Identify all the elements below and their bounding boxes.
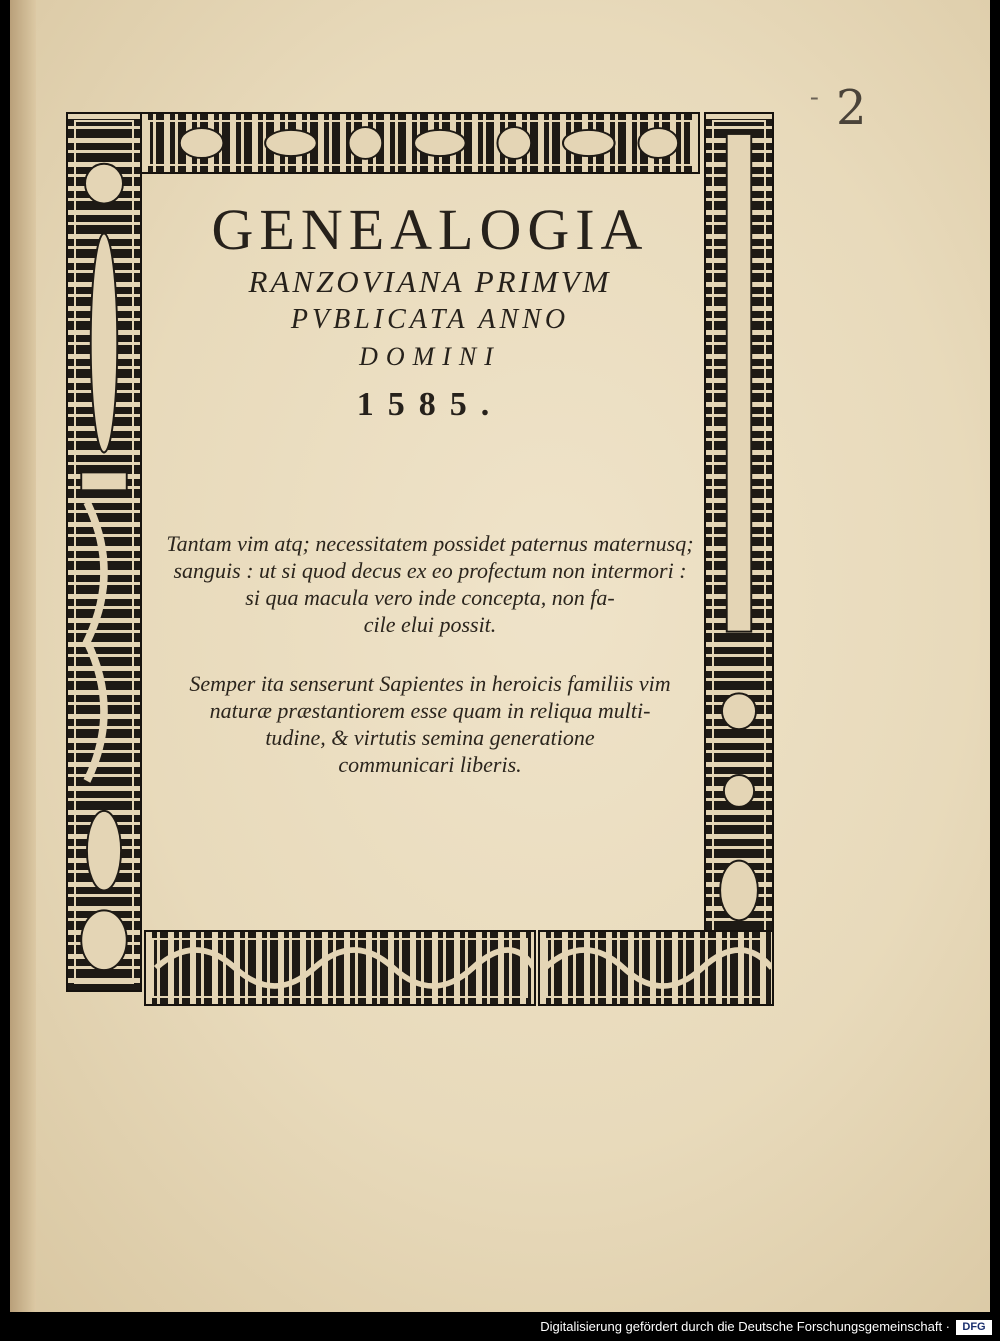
- title-line-2: RANZOVIANA PRIMVM: [248, 264, 612, 299]
- title-line-4: DOMINI: [359, 342, 501, 371]
- page-number-mark: -: [810, 82, 819, 111]
- border-top-ornament: [140, 112, 700, 174]
- border-left-ornament: [66, 112, 142, 992]
- title-line-3: PVBLICATA ANNO: [290, 304, 570, 335]
- book-spine: [10, 0, 36, 1312]
- title-year: 1585.: [356, 386, 504, 423]
- border-bottom-ornament-left: [144, 930, 536, 1006]
- border-bottom-ornament-right: [538, 930, 774, 1006]
- border-right-ornament: [704, 112, 774, 992]
- paragraph-line: sanguis : ut si quod decus ex eo profectum non intermori :: [173, 558, 687, 583]
- book-page: [10, 0, 990, 1312]
- title-line-1: GENEALOGIA: [211, 197, 649, 262]
- epigraph-paragraph-2: [150, 670, 710, 778]
- paragraph-line: tudine, & virtutis semina generatione: [265, 725, 595, 750]
- paragraph-line: si qua macula vero inde concepta, non fa-: [245, 585, 615, 610]
- paragraph-line: cile elui possit.: [363, 612, 497, 637]
- dfg-logo: DFG: [956, 1320, 992, 1335]
- epigraph-paragraph-1: [150, 530, 710, 638]
- funding-notice: Digitalisierung gefördert durch die Deutsche Forschungsgemeinschaft ·: [540, 1319, 950, 1334]
- paragraph-line: Semper ita senserunt Sapientes in heroicis familiis vim: [189, 671, 671, 696]
- paragraph-line: Tantam vim atq; necessitatem possidet paternus maternusq;: [166, 531, 694, 556]
- paragraph-line: naturæ præstantiorem esse quam in reliqua multi-: [209, 698, 651, 723]
- page-number: 2: [836, 80, 867, 136]
- paragraph-line: communicari liberis.: [338, 752, 522, 777]
- footer-bar: [0, 1314, 1000, 1341]
